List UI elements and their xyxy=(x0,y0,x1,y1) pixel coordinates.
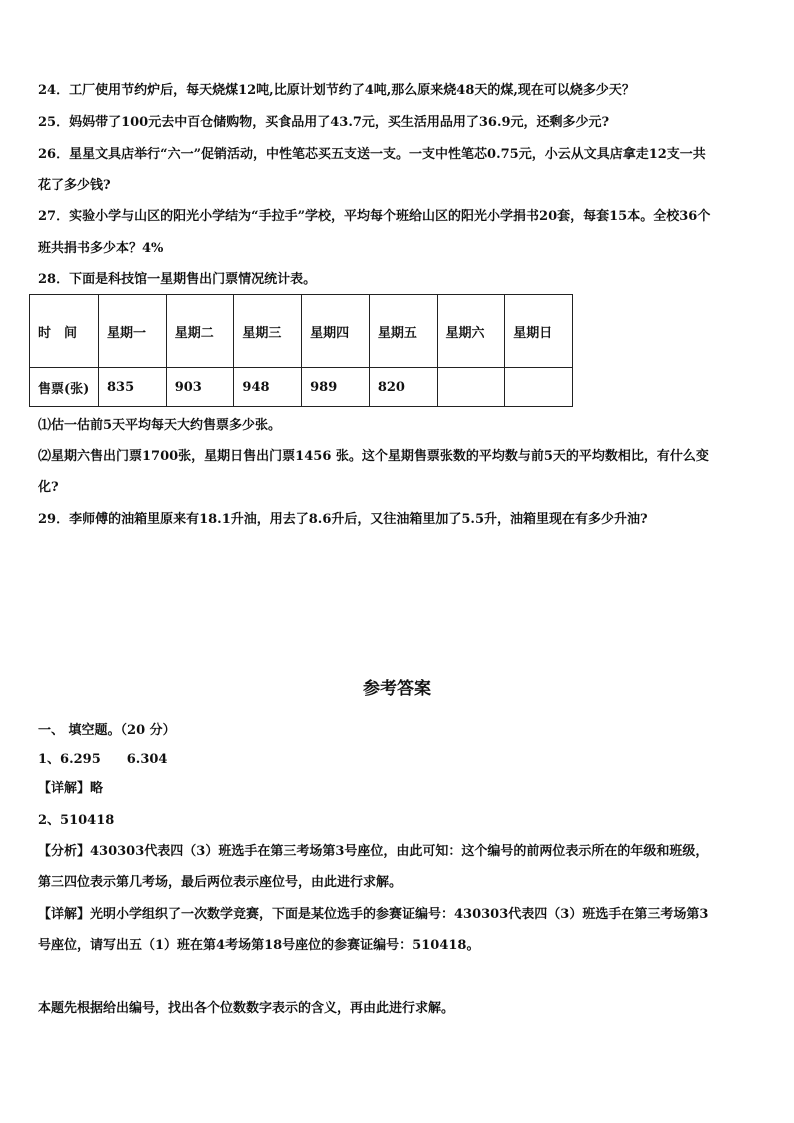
answers-section-1: 一、 填空题。（20 分） xyxy=(38,723,176,738)
table-header-cell: 时 间 xyxy=(30,295,99,368)
table-cell xyxy=(437,368,505,407)
table-cell: 售票(张) xyxy=(30,368,99,407)
table-cell xyxy=(505,368,573,407)
answer-2-detail-line1: 【详解】光明小学组织了一次数学竞赛，下面是某位选手的参赛证编号：430303代表四（3）班选手在第三考场第3 xyxy=(38,907,709,922)
question-28-intro: 28．下面是科技馆一星期售出门票情况统计表。 xyxy=(38,272,317,287)
ticket-sales-table xyxy=(29,294,573,407)
table-header-cell: 星期六 xyxy=(437,295,505,368)
question-28-sub1: ⑴估一估前5天平均每天大约售票多少张。 xyxy=(38,418,282,433)
question-27-line2: 班共捐书多少本？4% xyxy=(38,241,164,256)
answer-2-analysis-line2: 第三四位表示第几考场，最后两位表示座位号，由此进行求解。 xyxy=(38,875,403,890)
answer-2-analysis-line1: 【分析】430303代表四（3）班选手在第三考场第3号座位，由此可知：这个编号的前两位表示所在的年级和班级， xyxy=(38,844,709,859)
question-28-sub2-line2: 化? xyxy=(38,480,59,495)
answer-2-detail-line2: 号座位，请写出五（1）班在第4考场第18号座位的参赛证编号：510418。 xyxy=(38,938,480,953)
table-cell: 820 xyxy=(369,368,437,407)
table-header-cell: 星期一 xyxy=(99,295,167,368)
question-29: 29．李师傅的油箱里原来有18.1升油，用去了8.6升后，又往油箱里加了5.5升，油箱里现在有多少升油? xyxy=(38,512,648,527)
answer-2: 2、510418 xyxy=(38,813,115,828)
table-header-cell: 星期五 xyxy=(369,295,437,368)
question-25: 25．妈妈带了100元去中百仓储购物，买食品用了43.7元，买生活用品用了36.9元，还剩多少元? xyxy=(38,115,610,130)
question-28-sub2-line1: ⑵星期六售出门票1700张，星期日售出门票1456 张。这个星期售票张数的平均数与前5天的平均数相比，有什么变 xyxy=(38,449,709,464)
table-row xyxy=(30,368,573,407)
answer-1-detail: 【详解】略 xyxy=(38,781,104,796)
table-header-cell: 星期四 xyxy=(302,295,370,368)
table-cell: 903 xyxy=(166,368,234,407)
answer-1: 1、6.295 6.304 xyxy=(38,752,168,767)
question-26-line2: 花了多少钱? xyxy=(38,178,111,193)
table-header-cell: 星期二 xyxy=(166,295,234,368)
answer-2-note: 本题先根据给出编号，找出各个位数数字表示的含义，再由此进行求解。 xyxy=(38,1001,455,1016)
question-26-line1: 26．星星文具店举行“六一”促销活动，中性笔芯买五支送一支。一支中性笔芯0.75元，小云从文具店拿走12支一共 xyxy=(38,147,706,162)
table-header-row xyxy=(30,295,573,368)
question-27-line1: 27．实验小学与山区的阳光小学结为“手拉手”学校，平均每个班给山区的阳光小学捐书20套，每套15本。全校36个 xyxy=(38,209,711,224)
table-cell: 989 xyxy=(302,368,370,407)
table-header-cell: 星期日 xyxy=(505,295,573,368)
question-24: 24．工厂使用节约炉后，每天烧煤12吨,比原计划节约了4吨,那么原来烧48天的煤,现在可以烧多少天？ xyxy=(38,83,635,98)
table-header-cell: 星期三 xyxy=(234,295,302,368)
table-cell: 835 xyxy=(99,368,167,407)
table-cell: 948 xyxy=(234,368,302,407)
answers-title: 参考答案 xyxy=(363,679,431,699)
